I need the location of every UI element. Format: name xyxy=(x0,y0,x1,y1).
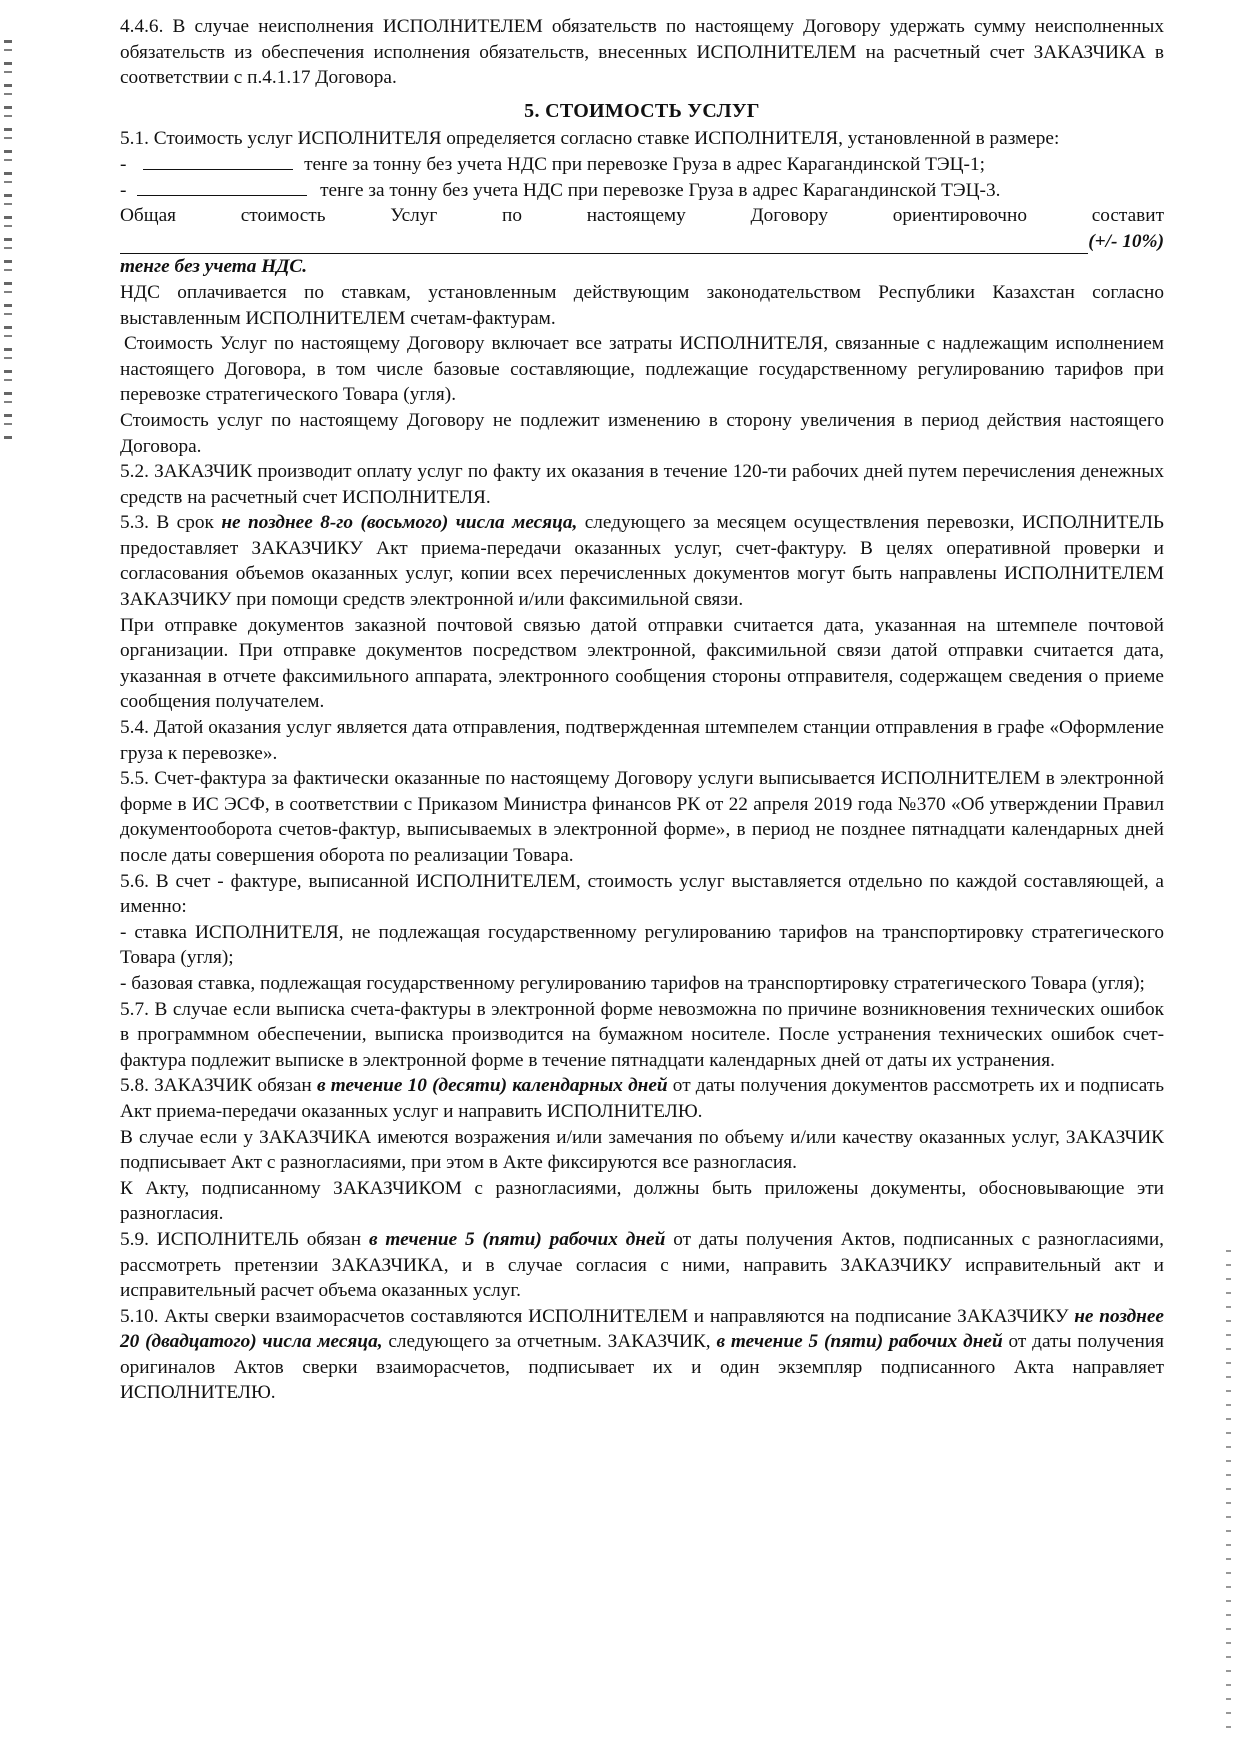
rate-dash: - xyxy=(120,153,127,175)
clause-5-5: 5.5. Счет-фактура за фактически оказанные по настоящему Договору услуги выписывается ИСПОЛНИТЕЛЕМ в электронной форме в ИС ЭСФ, в соответствии с Приказом Министра финансов РК от 22 апреля 2019 года №370 «Об утверждении Правил документооборота счетов-фактур, выписываемых в электронной форме», в период не позднее пятнадцати календарных дней после даты совершения оборота по реализации Товара. xyxy=(120,768,1164,866)
clause-text: от даты получения оригиналов Актов сверки взаиморасчетов, подписывает их и один экземпляр подписанного Акта направляет ИСПОЛНИТЕЛЮ. xyxy=(120,1331,1164,1404)
clause-text: от даты получения документов рассмотреть их и подписать Акт приема-передачи оказанных услуг и направить ИСПОЛНИТЕЛЮ. xyxy=(120,1075,1165,1122)
objections-paragraph: В случае если у ЗАКАЗЧИКА имеются возражения и/или замечания по объему и/или качеству оказанных услуг, ЗАКАЗЧИК подписывает Акт с разногласиями, при этом в Акте фиксируются все разногласия. xyxy=(120,1126,1164,1174)
total-cost-row xyxy=(120,203,1164,229)
total-word: составит xyxy=(1091,205,1164,227)
clause-5-1: 5.1. Стоимость услуг ИСПОЛНИТЕЛЯ определяется согласно ставке ИСПОЛНИТЕЛЯ, установленной в размере: xyxy=(120,128,1060,150)
vat-paragraph: НДС оплачивается по ставкам, установленным действующим законодательством Республики Казахстан согласно выставленным ИСПОЛНИТЕЛЕМ счетам-фактурам. xyxy=(120,281,1164,329)
rate-blank-1[interactable] xyxy=(143,153,293,170)
clause-5-6-item-1: - ставка ИСПОЛНИТЕЛЯ, не подлежащая государственному регулированию тарифов на транспортировку стратегического Товара (угля); xyxy=(120,921,1164,969)
clause-4-4-6: 4.4.6. В случае неисполнения ИСПОЛНИТЕЛЕМ обязательств по настоящему Договору удержать сумму неисполненных обязательств из обеспечения исполнения обязательств, внесенных ИСПОЛНИТЕЛЕМ на расчетный счет ЗАКАЗЧИКА в соответствии с п.4.1.17 Договора. xyxy=(120,16,1164,89)
clause-5-2: 5.2. ЗАКАЗЧИК производит оплату услуг по факту их оказания в течение 120-ти рабочих дней путем перечисления денежных средств на расчетный счет ИСПОЛНИТЕЛЯ. xyxy=(120,461,1164,508)
deadline-emphasis: в течение 10 (десяти) календарных дней xyxy=(316,1075,668,1097)
clause-text: от даты получения Актов, подписанных с разногласиями, рассмотреть претензии ЗАКАЗЧИКА, и в случае согласия с ними, направить ЗАКАЗЧИКУ исправительный акт и исправительный расчет объема оказанных услуг. xyxy=(120,1228,1164,1302)
clause-5-7: 5.7. В случае если выписка счета-фактуры в электронной форме невозможна по причине возникновения технических ошибок в программном обеспечении, выписка производится на бумажном носителе. После устранения технических ошибок счет-фактура подлежит выписке в электронной форме в течение пятнадцати календарных дней от даты их устранения. xyxy=(120,998,1164,1071)
deadline-emphasis: в течение 5 (пяти) рабочих дней xyxy=(716,1331,1003,1353)
clause-5-4: 5.4. Датой оказания услуг является дата отправления, подтвержденная штемпелем станции отправления в графе «Оформление груза к перевозке». xyxy=(120,717,1164,764)
clause-5-6: 5.6. В счет - фактуре, выписанной ИСПОЛНИТЕЛЕМ, стоимость услуг выставляется отдельно по каждой составляющей, а именно: xyxy=(120,870,1164,918)
clause-text: 5.3. В срок xyxy=(120,512,222,534)
total-word: по xyxy=(502,205,523,227)
cost-fixed-paragraph: Стоимость услуг по настоящему Договору не подлежит изменению в сторону увеличения в период действия настоящего Договора. xyxy=(120,409,1164,457)
clause-5-8 xyxy=(120,1073,1164,1124)
cost-includes-paragraph: Стоимость Услуг по настоящему Договору включает все затраты ИСПОЛНИТЕЛЯ, связанные с надлежащим исполнением настоящего Договора, в том числе базовые составляющие, подлежащие государственному регулированию тарифов при перевозке стратегического Товара (угля). xyxy=(120,333,1164,406)
clause-text: 5.8. ЗАКАЗЧИК обязан xyxy=(120,1075,317,1097)
total-word: ориентировочно xyxy=(892,205,1027,227)
total-word: настоящему xyxy=(586,205,686,227)
total-label: тенге без учета НДС. xyxy=(120,256,308,278)
total-word: Договору xyxy=(750,205,828,227)
clause-5-6-item-2: - базовая ставка, подлежащая государственному регулированию тарифов на транспортировку стратегического Товара (угля); xyxy=(120,972,1145,994)
total-amount-line xyxy=(120,229,1164,255)
mail-paragraph: При отправке документов заказной почтовой связью датой отправки считается дата, указанная на штемпеле почтовой организации. При отправке документов посредством электронной, факсимильной связи датой отправки считается дата, указанная в отчете факсимильного аппарата, электронного сообщения стороны отправителя, содержащем сведения о приеме сообщения получателем. xyxy=(120,614,1164,713)
scan-edge-marks-right xyxy=(1226,1250,1231,1730)
clause-5-3 xyxy=(120,510,1164,612)
total-amount-blank[interactable] xyxy=(120,233,1088,254)
clause-text: следующего за отчетным. ЗАКАЗЧИК, xyxy=(382,1331,717,1353)
rate-text: тенге за тонну без учета НДС при перевозке Груза в адрес Карагандинской ТЭЦ-1; xyxy=(304,153,985,175)
rate-text: тенге за тонну без учета НДС при перевозке Груза в адрес Карагандинской ТЭЦ-3. xyxy=(320,179,1001,201)
clause-text: следующего за месяцем осуществления перевозки, ИСПОЛНИТЕЛЬ предоставляет ЗАКАЗЧИКУ Акт приема-передачи оказанных услуг, счет-фактуру. В целях оперативной проверки и согласования объемов оказанных услуг, копии всех перечисленных документов могут быть направлены ИСПОЛНИТЕЛЕМ ЗАКАЗЧИКУ при помощи средств электронной и/или факсимильной связи. xyxy=(120,512,1164,611)
deadline-emphasis: не позднее 20 (двадцатого) числа месяца, xyxy=(120,1305,1164,1353)
deadline-emphasis: не позднее 8-го (восьмого) числа месяца, xyxy=(221,512,578,534)
clause-text: 5.9. ИСПОЛНИТЕЛЬ обязан xyxy=(120,1228,369,1250)
scan-edge-marks xyxy=(4,40,12,440)
document-body xyxy=(120,14,1164,1406)
deadline-emphasis: в течение 5 (пяти) рабочих дней xyxy=(368,1228,666,1250)
rate-blank-2[interactable] xyxy=(137,179,307,196)
total-word: Услуг xyxy=(390,205,438,227)
clause-text: 5.10. Акты сверки взаиморасчетов составляются ИСПОЛНИТЕЛЕМ и направляются на подписание ЗАКАЗЧИКУ xyxy=(120,1305,1075,1327)
total-word: стоимость xyxy=(240,205,326,227)
section-title: 5. СТОИМОСТЬ УСЛУГ xyxy=(524,99,760,122)
total-word: Общая xyxy=(120,205,177,227)
total-tolerance: (+/- 10%) xyxy=(1088,230,1164,252)
clause-5-9 xyxy=(120,1227,1164,1304)
rate-line-tec3 xyxy=(120,178,1164,204)
clause-5-10 xyxy=(120,1304,1164,1406)
rate-line-tec1 xyxy=(120,152,1164,178)
rate-dash: - xyxy=(120,179,127,201)
supporting-docs-paragraph: К Акту, подписанному ЗАКАЗЧИКОМ с разногласиями, должны быть приложены документы, обосновывающие эти разногласия. xyxy=(120,1177,1164,1225)
